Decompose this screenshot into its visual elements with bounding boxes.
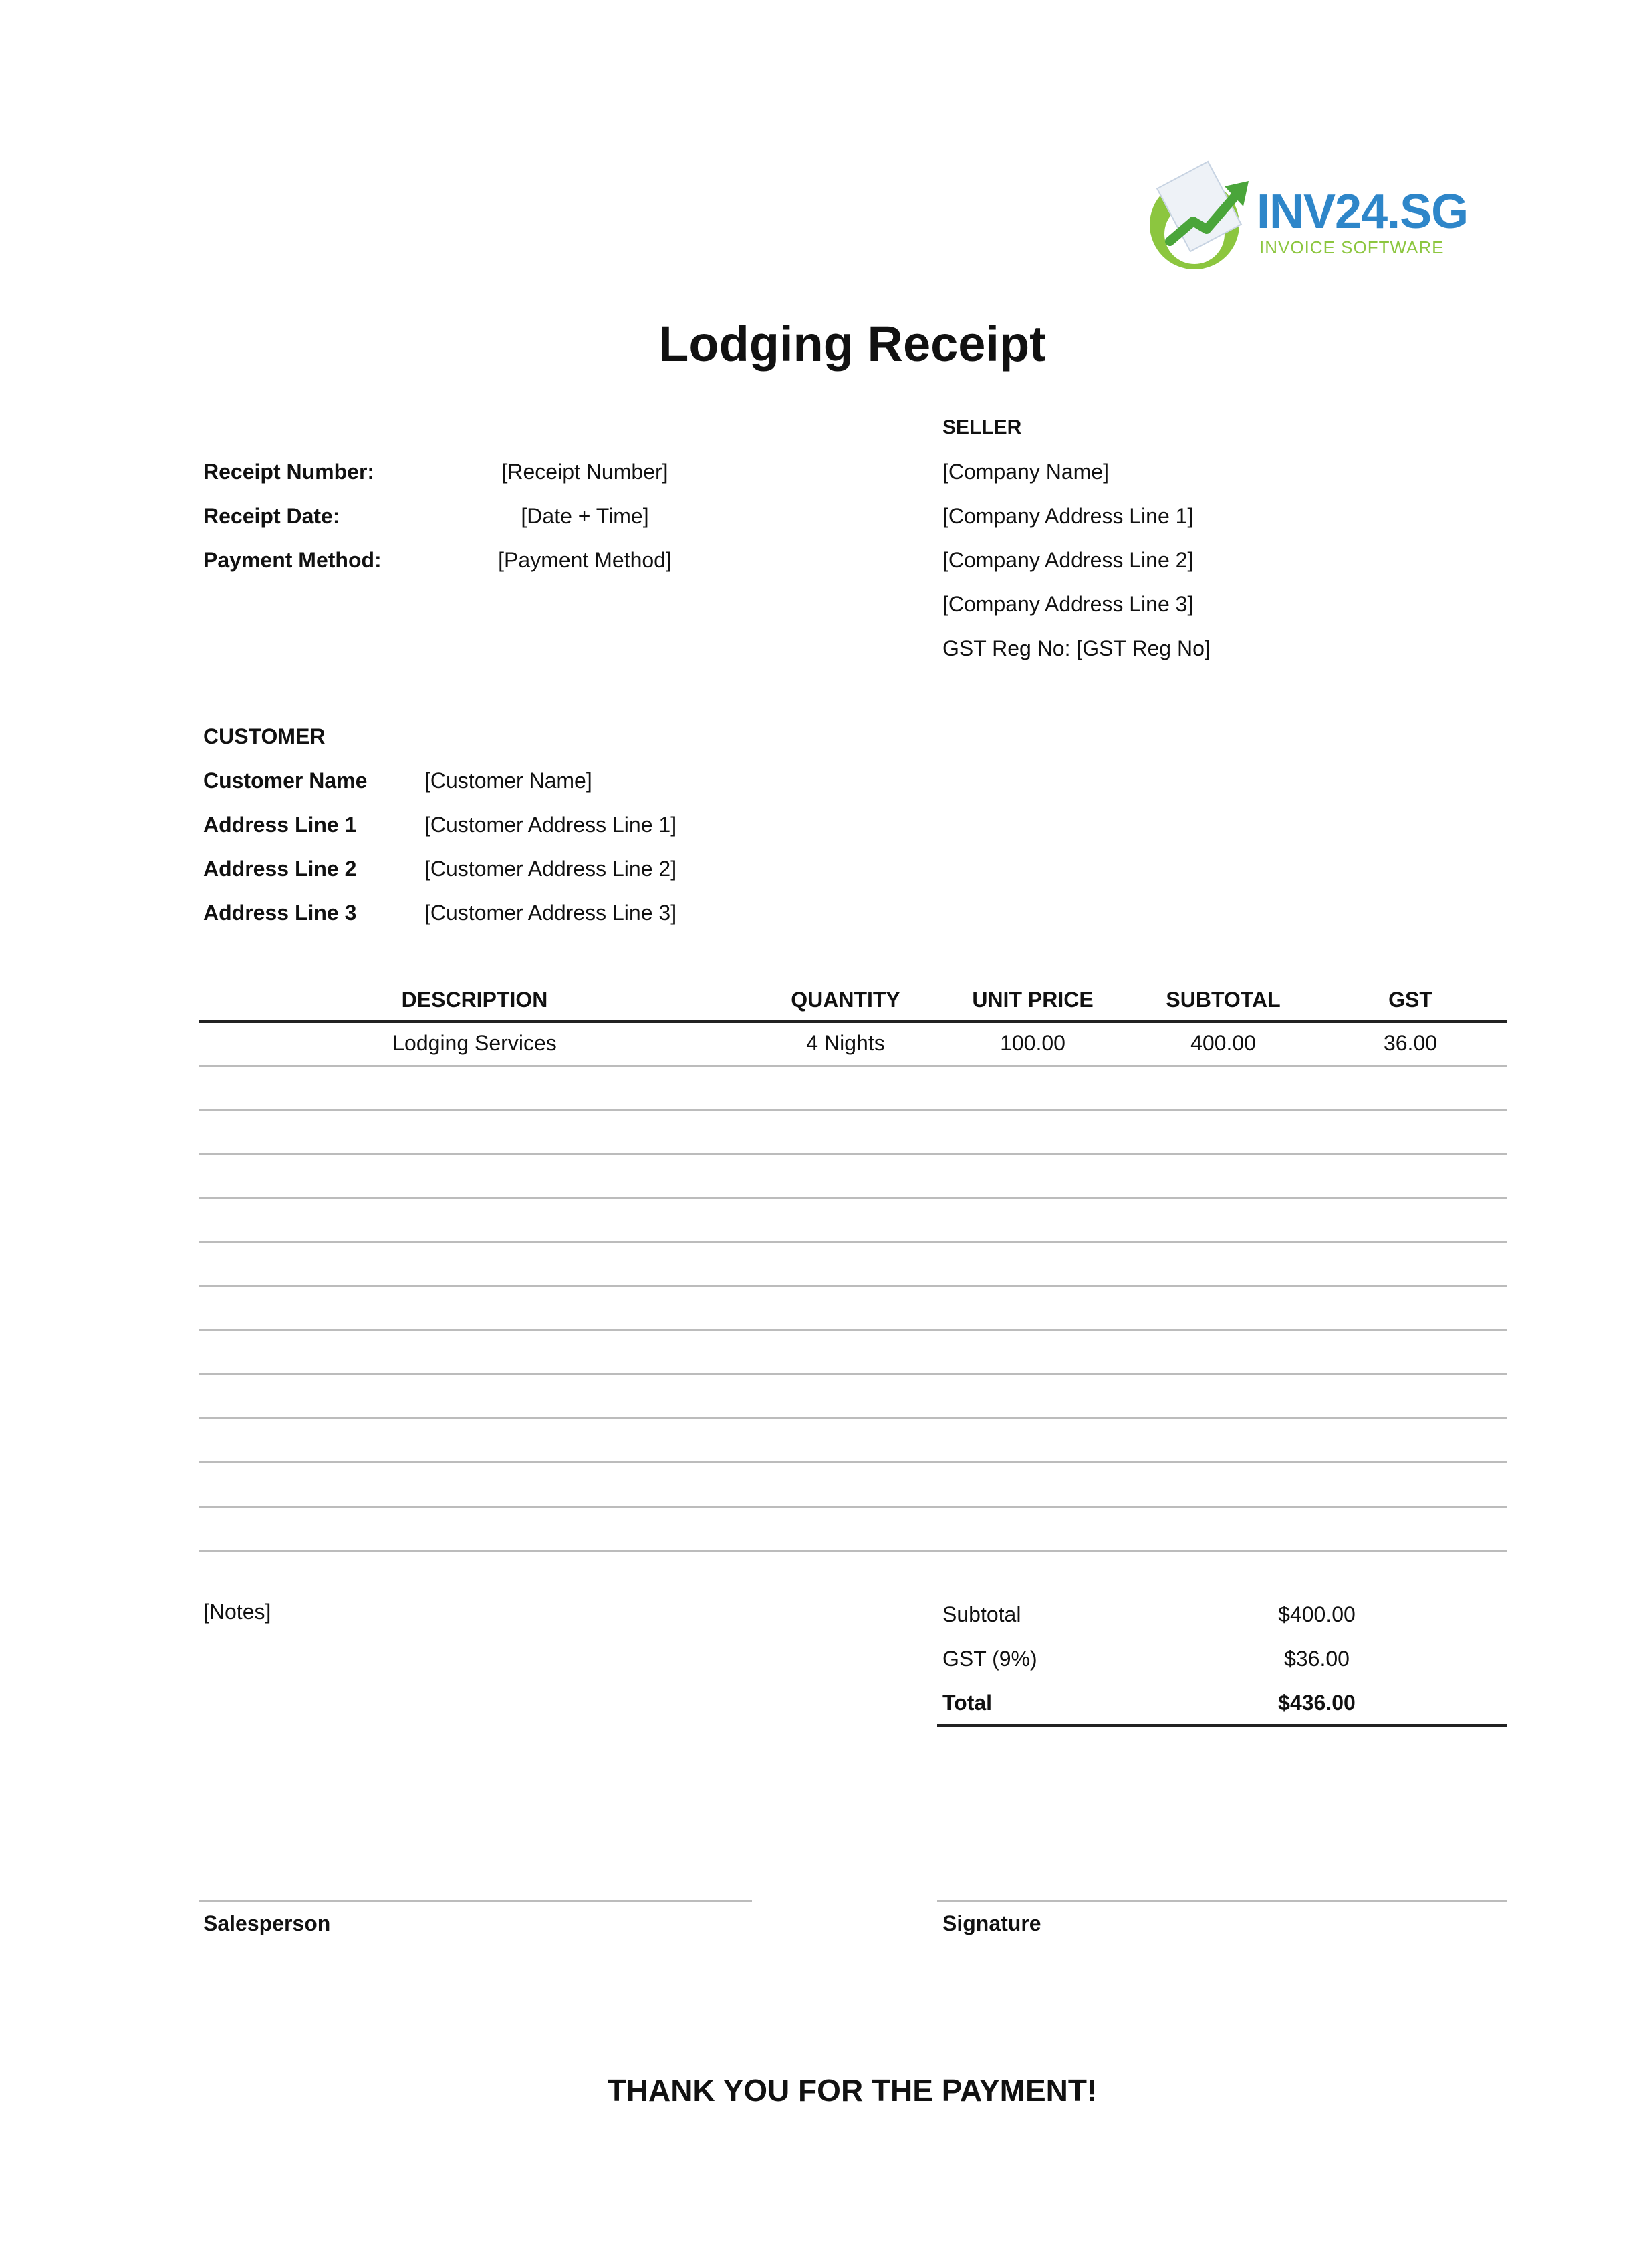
table-row-rule — [199, 1329, 1507, 1331]
salesperson-signature-line — [199, 1900, 752, 1902]
customer-address-2-value: [Customer Address Line 2] — [424, 857, 677, 881]
table-row-rule — [199, 1285, 1507, 1287]
rising-arrow-icon — [1163, 174, 1250, 255]
signature-label: Signature — [942, 1911, 1041, 1935]
brand-logo — [1150, 170, 1469, 271]
customer-name-label: Customer Name — [203, 768, 368, 793]
total-value: $436.00 — [1278, 1691, 1356, 1715]
table-row-rule — [199, 1197, 1507, 1199]
seller-gst-reg-no: GST Reg No: [GST Reg No] — [942, 636, 1211, 660]
receipt-number-value: [Receipt Number] — [501, 460, 668, 484]
table-row-rule — [199, 1241, 1507, 1243]
cell-gst: 36.00 — [1383, 1031, 1438, 1055]
column-header-unit-price: UNIT PRICE — [972, 988, 1094, 1012]
table-row-rule — [199, 1373, 1507, 1375]
column-header-subtotal: SUBTOTAL — [1166, 988, 1281, 1012]
total-rule — [937, 1724, 1507, 1727]
table-row-rule — [199, 1461, 1507, 1463]
customer-heading: CUSTOMER — [203, 724, 326, 748]
total-label: Total — [942, 1691, 993, 1715]
logo-brand-text: INV24.SG — [1257, 185, 1469, 239]
column-header-description: DESCRIPTION — [401, 988, 548, 1012]
notes-text: [Notes] — [203, 1600, 271, 1624]
cell-description: Lodging Services — [392, 1031, 557, 1055]
seller-heading: SELLER — [942, 416, 1022, 438]
customer-address-3-label: Address Line 3 — [203, 901, 357, 925]
subtotal-value: $400.00 — [1278, 1602, 1356, 1626]
cell-quantity: 4 Nights — [806, 1031, 885, 1055]
receipt-number-label: Receipt Number: — [203, 460, 375, 484]
payment-method-label: Payment Method: — [203, 548, 382, 572]
column-header-quantity: QUANTITY — [791, 988, 900, 1012]
gst-label: GST (9%) — [942, 1647, 1037, 1671]
table-row-rule — [199, 1109, 1507, 1111]
thank-you-message: THANK YOU FOR THE PAYMENT! — [607, 2073, 1098, 2108]
table-row-rule — [199, 1417, 1507, 1419]
gst-value: $36.00 — [1284, 1647, 1350, 1671]
seller-address-line-2: [Company Address Line 2] — [942, 548, 1194, 572]
cell-unit-price: 100.00 — [1000, 1031, 1065, 1055]
customer-name-value: [Customer Name] — [424, 768, 592, 793]
column-header-gst: GST — [1388, 988, 1432, 1012]
receipt-date-label: Receipt Date: — [203, 504, 340, 528]
table-row — [199, 1023, 1507, 1067]
customer-address-2-label: Address Line 2 — [203, 857, 357, 881]
subtotal-label: Subtotal — [942, 1602, 1021, 1626]
table-row-rule — [199, 1550, 1507, 1552]
receipt-date-value: [Date + Time] — [521, 504, 649, 528]
seller-address-line-1: [Company Address Line 1] — [942, 504, 1194, 528]
seller-address-line-3: [Company Address Line 3] — [942, 592, 1194, 616]
signature-line — [937, 1900, 1507, 1902]
page-title: Lodging Receipt — [658, 316, 1046, 372]
table-row-rule — [199, 1065, 1507, 1067]
customer-address-1-value: [Customer Address Line 1] — [424, 813, 677, 837]
customer-address-1-label: Address Line 1 — [203, 813, 357, 837]
payment-method-value: [Payment Method] — [498, 548, 672, 572]
salesperson-label: Salesperson — [203, 1911, 331, 1935]
logo-tagline: INVOICE SOFTWARE — [1259, 237, 1444, 257]
customer-address-3-value: [Customer Address Line 3] — [424, 901, 677, 925]
table-row-rule — [199, 1506, 1507, 1508]
seller-company-name: [Company Name] — [942, 460, 1109, 484]
table-row-rule — [199, 1153, 1507, 1155]
cell-subtotal: 400.00 — [1190, 1031, 1256, 1055]
